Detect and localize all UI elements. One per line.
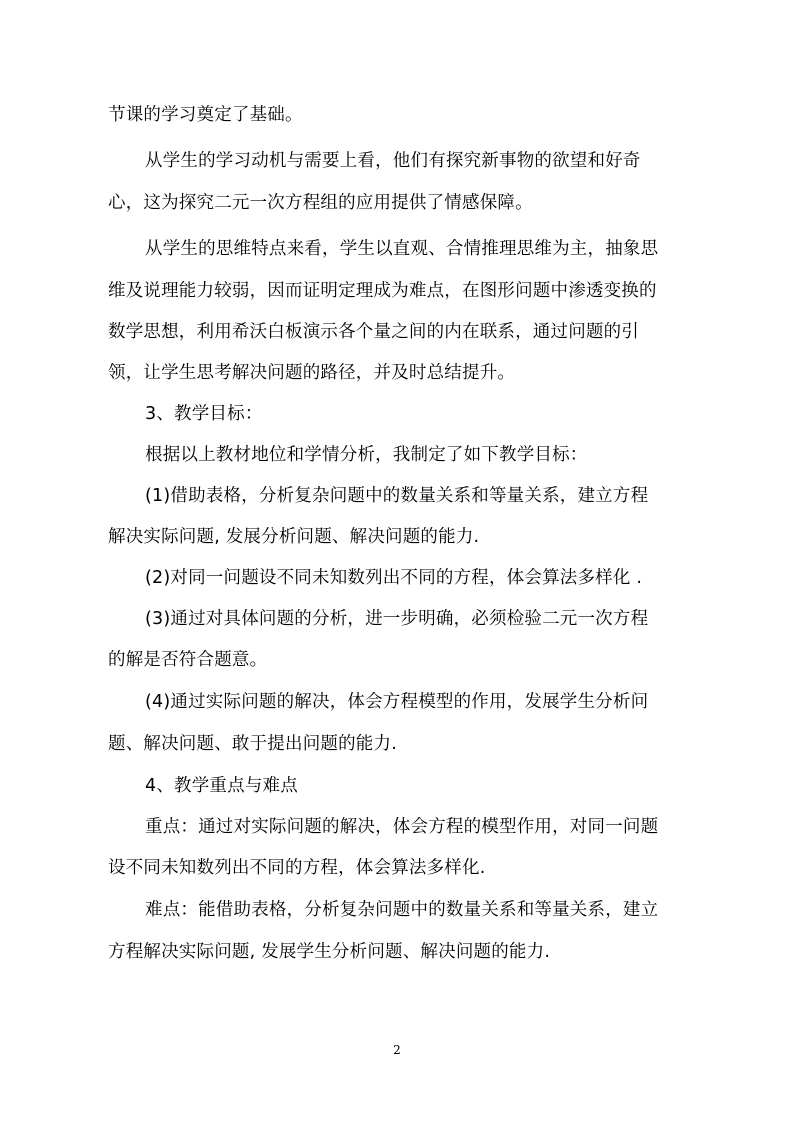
page-number: 2: [393, 1043, 401, 1057]
paragraph-line: 节课的学习奠定了基础。: [108, 105, 303, 125]
section-heading: 4、教学重点与难点: [145, 776, 298, 796]
list-item-line: (3)通过对具体问题的分析，进一步明确，必须检验二元一次方程: [145, 609, 649, 629]
section-heading: 3、教学目标：: [145, 404, 263, 424]
list-item-line: (1)借助表格，分析复杂问题中的数量关系和等量关系，建立方程: [145, 486, 649, 506]
list-item-line: (2)对同一问题设不同未知数列出不同的方程，体会算法多样化 .: [145, 568, 643, 588]
list-item-line: 解决实际问题, 发展分析问题、解决问题的能力.: [108, 527, 480, 547]
list-item-line: (4)通过实际问题的解决，体会方程模型的作用，发展学生分析问: [145, 692, 649, 712]
paragraph-line: 设不同未知数列出不同的方程，体会算法多样化.: [108, 858, 486, 878]
paragraph-line: 从学生的思维特点来看，学生以直观、合情推理思维为主，抽象思: [145, 239, 659, 259]
paragraph-line: 心，这为探究二元一次方程组的应用提供了情感保障。: [108, 193, 533, 213]
paragraph-line: 维及说理能力较弱，因而证明定理成为难点，在图形问题中渗透变换的: [108, 281, 657, 301]
paragraph-line: 难点：能借助表格，分析复杂问题中的数量关系和等量关系，建立: [145, 900, 659, 920]
list-item-line: 题、解决问题、敢于提出问题的能力.: [108, 734, 397, 754]
paragraph-line: 数学思想，利用希沃白板演示各个量之间的内在联系，通过问题的引: [108, 322, 639, 342]
paragraph-line: 领，让学生思考解决问题的路径，并及时总结提升。: [108, 363, 516, 383]
paragraph-line: 方程解决实际问题, 发展学生分析问题、解决问题的能力.: [108, 942, 551, 962]
paragraph-line: 重点：通过对实际问题的解决，体会方程的模型作用，对同一问题: [145, 817, 659, 837]
paragraph-line: 从学生的学习动机与需要上看，他们有探究新事物的欲望和好奇: [145, 151, 641, 171]
paragraph-line: 根据以上教材地位和学情分析，我制定了如下教学目标：: [145, 445, 588, 465]
list-item-line: 的解是否符合题意。: [108, 650, 268, 670]
